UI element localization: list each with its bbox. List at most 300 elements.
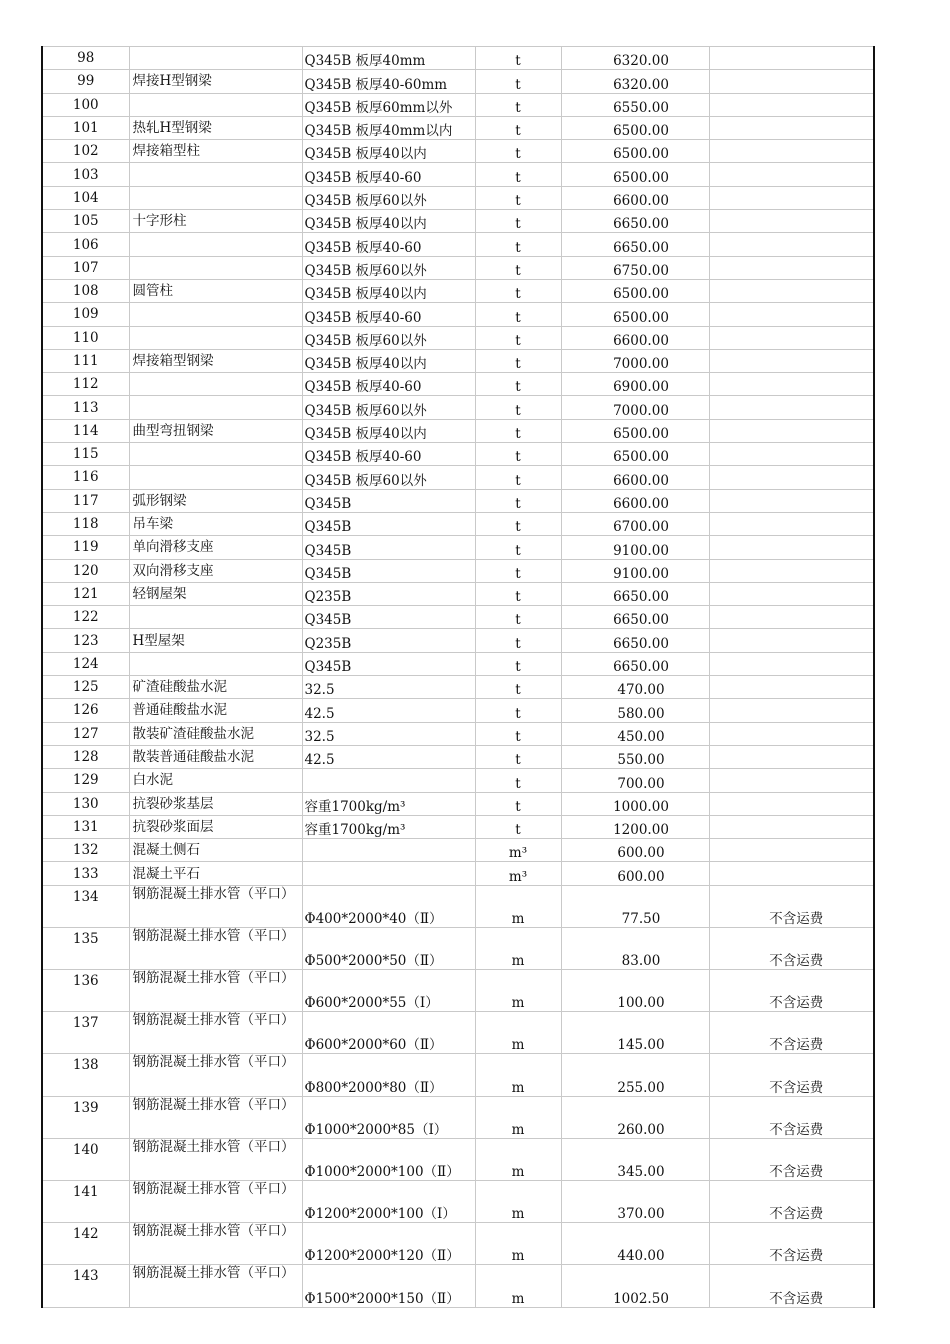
spec-cell: Q345B [302, 489, 475, 512]
note-cell [709, 279, 874, 302]
item-name-cell: 弧形钢梁 [129, 489, 302, 512]
spec-cell: Φ1000*2000*100（Ⅱ） [302, 1138, 475, 1180]
price-cell: 6650.00 [561, 233, 709, 256]
spec-cell: Q345B 板厚60以外 [302, 256, 475, 279]
table-row [42, 676, 874, 699]
unit-cell: m³ [475, 839, 561, 862]
spec-cell: Q345B 板厚40-60 [302, 443, 475, 466]
note-cell [709, 629, 874, 652]
price-cell: 440.00 [561, 1223, 709, 1265]
item-name-cell: 混凝土侧石 [129, 839, 302, 862]
note-cell [709, 582, 874, 605]
spec-cell: Q345B 板厚60以外 [302, 396, 475, 419]
spec-cell: Q345B [302, 652, 475, 675]
price-table [41, 46, 875, 1308]
unit-cell: t [475, 303, 561, 326]
price-cell: 6650.00 [561, 606, 709, 629]
unit-cell: m³ [475, 862, 561, 885]
unit-cell: m [475, 1096, 561, 1138]
table-row [42, 93, 874, 116]
item-name-cell: 抗裂砂浆面层 [129, 815, 302, 838]
row-number-cell: 114 [42, 419, 129, 442]
row-number-cell: 121 [42, 582, 129, 605]
spec-cell: 32.5 [302, 722, 475, 745]
spec-cell: 42.5 [302, 699, 475, 722]
row-number-cell: 104 [42, 186, 129, 209]
spec-cell: 容重1700kg/m³ [302, 792, 475, 815]
unit-cell: m [475, 1012, 561, 1054]
price-cell: 6320.00 [561, 47, 709, 70]
spec-cell: Q345B 板厚40-60mm [302, 70, 475, 93]
note-cell [709, 396, 874, 419]
row-number-cell: 109 [42, 303, 129, 326]
table-row [42, 885, 874, 927]
price-cell: 6600.00 [561, 489, 709, 512]
row-number-cell: 98 [42, 47, 129, 70]
unit-cell: t [475, 629, 561, 652]
unit-cell: m [475, 1223, 561, 1265]
unit-cell: m [475, 927, 561, 969]
row-number-cell: 117 [42, 489, 129, 512]
unit-cell: t [475, 582, 561, 605]
table-row [42, 815, 874, 838]
spec-cell: Q345B 板厚40以内 [302, 279, 475, 302]
spec-cell: Φ1200*2000*120（Ⅱ） [302, 1223, 475, 1265]
spec-cell: Q345B 板厚40-60 [302, 163, 475, 186]
item-name-cell: 轻钢屋架 [129, 582, 302, 605]
note-cell: 不含运费 [709, 1181, 874, 1223]
row-number-cell: 126 [42, 699, 129, 722]
row-number-cell: 100 [42, 93, 129, 116]
row-number-cell: 142 [42, 1223, 129, 1265]
row-number-cell: 127 [42, 722, 129, 745]
spec-cell: Q345B 板厚60以外 [302, 186, 475, 209]
row-number-cell: 128 [42, 745, 129, 768]
row-number-cell: 99 [42, 70, 129, 93]
row-number-cell: 124 [42, 652, 129, 675]
spec-cell: Q235B [302, 582, 475, 605]
price-cell: 6650.00 [561, 210, 709, 233]
table-row [42, 970, 874, 1012]
unit-cell: t [475, 373, 561, 396]
row-number-cell: 131 [42, 815, 129, 838]
unit-cell: m [475, 1054, 561, 1096]
unit-cell: t [475, 326, 561, 349]
spec-cell: Q345B 板厚40以内 [302, 210, 475, 233]
price-cell: 580.00 [561, 699, 709, 722]
price-cell: 6700.00 [561, 512, 709, 535]
spec-cell: Φ500*2000*50（Ⅱ） [302, 927, 475, 969]
row-number-cell: 143 [42, 1265, 129, 1307]
table-row [42, 186, 874, 209]
row-number-cell: 112 [42, 373, 129, 396]
price-cell: 1200.00 [561, 815, 709, 838]
note-cell [709, 140, 874, 163]
table-row [42, 1012, 874, 1054]
note-cell [709, 326, 874, 349]
table-row [42, 722, 874, 745]
item-name-cell: 焊接箱型柱 [129, 140, 302, 163]
table-row [42, 326, 874, 349]
item-name-cell [129, 606, 302, 629]
row-number-cell: 140 [42, 1138, 129, 1180]
item-name-cell: 钢筋混凝土排水管（平口） [129, 1265, 302, 1307]
note-cell [709, 373, 874, 396]
note-cell [709, 256, 874, 279]
price-cell: 77.50 [561, 885, 709, 927]
unit-cell: t [475, 279, 561, 302]
item-name-cell: 钢筋混凝土排水管（平口） [129, 927, 302, 969]
price-cell: 600.00 [561, 862, 709, 885]
table-row [42, 489, 874, 512]
spec-cell: Q345B [302, 559, 475, 582]
note-cell [709, 815, 874, 838]
price-cell: 550.00 [561, 745, 709, 768]
item-name-cell: 焊接箱型钢梁 [129, 349, 302, 372]
price-cell: 6500.00 [561, 303, 709, 326]
spec-cell: 32.5 [302, 676, 475, 699]
item-name-cell [129, 93, 302, 116]
row-number-cell: 111 [42, 349, 129, 372]
table-row [42, 1138, 874, 1180]
item-name-cell: 热轧H型钢梁 [129, 116, 302, 139]
table-row [42, 606, 874, 629]
item-name-cell [129, 256, 302, 279]
table-row [42, 1181, 874, 1223]
row-number-cell: 119 [42, 536, 129, 559]
table-row [42, 839, 874, 862]
price-cell: 6600.00 [561, 186, 709, 209]
row-number-cell: 134 [42, 885, 129, 927]
note-cell [709, 536, 874, 559]
row-number-cell: 101 [42, 116, 129, 139]
note-cell [709, 349, 874, 372]
table-row [42, 769, 874, 792]
note-cell [709, 419, 874, 442]
price-cell: 450.00 [561, 722, 709, 745]
unit-cell: m [475, 1138, 561, 1180]
row-number-cell: 130 [42, 792, 129, 815]
unit-cell: t [475, 70, 561, 93]
price-cell: 260.00 [561, 1096, 709, 1138]
spec-cell: Q345B 板厚40以内 [302, 419, 475, 442]
note-cell: 不含运费 [709, 885, 874, 927]
table-row [42, 419, 874, 442]
unit-cell: t [475, 93, 561, 116]
item-name-cell [129, 326, 302, 349]
table-row [42, 1054, 874, 1096]
spec-cell: Φ600*2000*55（Ⅰ） [302, 970, 475, 1012]
table-row [42, 140, 874, 163]
note-cell [709, 443, 874, 466]
row-number-cell: 106 [42, 233, 129, 256]
spec-cell: Q345B 板厚40mm以内 [302, 116, 475, 139]
spec-cell: Q345B 板厚60mm以外 [302, 93, 475, 116]
item-name-cell: 圆管柱 [129, 279, 302, 302]
item-name-cell: 钢筋混凝土排水管（平口） [129, 1138, 302, 1180]
unit-cell: t [475, 489, 561, 512]
price-cell: 83.00 [561, 927, 709, 969]
table-row [42, 512, 874, 535]
item-name-cell: 吊车梁 [129, 512, 302, 535]
table-row [42, 699, 874, 722]
unit-cell: t [475, 745, 561, 768]
price-cell: 7000.00 [561, 349, 709, 372]
price-cell: 6500.00 [561, 116, 709, 139]
row-number-cell: 108 [42, 279, 129, 302]
note-cell: 不含运费 [709, 1223, 874, 1265]
spec-cell: Q345B 板厚40-60 [302, 303, 475, 326]
item-name-cell: 普通硅酸盐水泥 [129, 699, 302, 722]
row-number-cell: 133 [42, 862, 129, 885]
item-name-cell: 焊接H型钢梁 [129, 70, 302, 93]
item-name-cell: 矿渣硅酸盐水泥 [129, 676, 302, 699]
unit-cell: t [475, 186, 561, 209]
price-cell: 6500.00 [561, 163, 709, 186]
item-name-cell: 散装矿渣硅酸盐水泥 [129, 722, 302, 745]
row-number-cell: 110 [42, 326, 129, 349]
unit-cell: t [475, 210, 561, 233]
unit-cell: t [475, 815, 561, 838]
item-name-cell: 钢筋混凝土排水管（平口） [129, 970, 302, 1012]
table-row [42, 466, 874, 489]
spec-cell: Q345B [302, 606, 475, 629]
table-row [42, 1265, 874, 1307]
table-row [42, 792, 874, 815]
price-cell: 6650.00 [561, 629, 709, 652]
price-cell: 6600.00 [561, 466, 709, 489]
table-row [42, 745, 874, 768]
note-cell [709, 512, 874, 535]
price-cell: 6750.00 [561, 256, 709, 279]
note-cell: 不含运费 [709, 1054, 874, 1096]
table-row [42, 349, 874, 372]
note-cell [709, 466, 874, 489]
note-cell [709, 47, 874, 70]
price-cell: 100.00 [561, 970, 709, 1012]
spec-cell: Φ1500*2000*150（Ⅱ） [302, 1265, 475, 1307]
spec-cell: Q345B 板厚40-60 [302, 373, 475, 396]
row-number-cell: 122 [42, 606, 129, 629]
note-cell [709, 70, 874, 93]
item-name-cell [129, 466, 302, 489]
spec-cell: Q345B [302, 536, 475, 559]
price-cell: 6650.00 [561, 652, 709, 675]
row-number-cell: 141 [42, 1181, 129, 1223]
row-number-cell: 138 [42, 1054, 129, 1096]
spec-cell [302, 769, 475, 792]
price-cell: 700.00 [561, 769, 709, 792]
unit-cell: m [475, 1181, 561, 1223]
row-number-cell: 118 [42, 512, 129, 535]
price-cell: 6550.00 [561, 93, 709, 116]
spec-cell: Φ1000*2000*85（Ⅰ） [302, 1096, 475, 1138]
table-row [42, 443, 874, 466]
spec-cell: Φ600*2000*60（Ⅱ） [302, 1012, 475, 1054]
unit-cell: t [475, 769, 561, 792]
price-cell: 6650.00 [561, 582, 709, 605]
spec-cell: Q345B 板厚40-60 [302, 233, 475, 256]
table-row [42, 256, 874, 279]
row-number-cell: 103 [42, 163, 129, 186]
table-row [42, 862, 874, 885]
table-row [42, 373, 874, 396]
row-number-cell: 137 [42, 1012, 129, 1054]
price-cell: 9100.00 [561, 559, 709, 582]
item-name-cell [129, 303, 302, 326]
spec-cell: 42.5 [302, 745, 475, 768]
note-cell: 不含运费 [709, 927, 874, 969]
unit-cell: t [475, 140, 561, 163]
spec-cell: Q345B 板厚60以外 [302, 466, 475, 489]
note-cell: 不含运费 [709, 1096, 874, 1138]
spec-cell: Φ400*2000*40（Ⅱ） [302, 885, 475, 927]
spec-cell: 容重1700kg/m³ [302, 815, 475, 838]
table-row [42, 70, 874, 93]
table-row [42, 1223, 874, 1265]
spec-cell [302, 862, 475, 885]
unit-cell: t [475, 699, 561, 722]
spec-cell: Q345B 板厚60以外 [302, 326, 475, 349]
price-cell: 1002.50 [561, 1265, 709, 1307]
item-name-cell [129, 47, 302, 70]
price-cell: 6500.00 [561, 279, 709, 302]
row-number-cell: 125 [42, 676, 129, 699]
price-cell: 6500.00 [561, 140, 709, 163]
table-row [42, 210, 874, 233]
price-cell: 470.00 [561, 676, 709, 699]
price-cell: 345.00 [561, 1138, 709, 1180]
unit-cell: t [475, 652, 561, 675]
table-row [42, 927, 874, 969]
unit-cell: t [475, 233, 561, 256]
item-name-cell [129, 652, 302, 675]
item-name-cell: 混凝土平石 [129, 862, 302, 885]
item-name-cell: 钢筋混凝土排水管（平口） [129, 1181, 302, 1223]
note-cell [709, 722, 874, 745]
unit-cell: t [475, 536, 561, 559]
note-cell [709, 652, 874, 675]
unit-cell: t [475, 466, 561, 489]
row-number-cell: 115 [42, 443, 129, 466]
note-cell [709, 862, 874, 885]
item-name-cell: 钢筋混凝土排水管（平口） [129, 1223, 302, 1265]
unit-cell: t [475, 47, 561, 70]
spec-cell: Q345B [302, 512, 475, 535]
note-cell [709, 606, 874, 629]
spec-cell: Φ800*2000*80（Ⅱ） [302, 1054, 475, 1096]
item-name-cell: H型屋架 [129, 629, 302, 652]
row-number-cell: 132 [42, 839, 129, 862]
note-cell: 不含运费 [709, 970, 874, 1012]
table-row [42, 1096, 874, 1138]
item-name-cell [129, 163, 302, 186]
note-cell [709, 839, 874, 862]
spec-cell: Q235B [302, 629, 475, 652]
item-name-cell: 钢筋混凝土排水管（平口） [129, 1054, 302, 1096]
price-cell: 1000.00 [561, 792, 709, 815]
table-row [42, 652, 874, 675]
price-cell: 6500.00 [561, 419, 709, 442]
unit-cell: t [475, 606, 561, 629]
note-cell [709, 163, 874, 186]
price-cell: 6600.00 [561, 326, 709, 349]
note-cell [709, 769, 874, 792]
item-name-cell: 抗裂砂浆基层 [129, 792, 302, 815]
note-cell [709, 676, 874, 699]
row-number-cell: 129 [42, 769, 129, 792]
table-row [42, 233, 874, 256]
spec-cell [302, 839, 475, 862]
table-row [42, 582, 874, 605]
unit-cell: t [475, 792, 561, 815]
row-number-cell: 107 [42, 256, 129, 279]
row-number-cell: 135 [42, 927, 129, 969]
item-name-cell [129, 396, 302, 419]
item-name-cell: 钢筋混凝土排水管（平口） [129, 1096, 302, 1138]
price-cell: 370.00 [561, 1181, 709, 1223]
unit-cell: t [475, 396, 561, 419]
spec-cell: Φ1200*2000*100（Ⅰ） [302, 1181, 475, 1223]
note-cell [709, 116, 874, 139]
row-number-cell: 105 [42, 210, 129, 233]
unit-cell: m [475, 1265, 561, 1307]
row-number-cell: 123 [42, 629, 129, 652]
item-name-cell: 单向滑移支座 [129, 536, 302, 559]
unit-cell: t [475, 559, 561, 582]
table-row [42, 279, 874, 302]
unit-cell: t [475, 349, 561, 372]
row-number-cell: 116 [42, 466, 129, 489]
item-name-cell [129, 373, 302, 396]
item-name-cell [129, 443, 302, 466]
price-cell: 600.00 [561, 839, 709, 862]
note-cell [709, 489, 874, 512]
unit-cell: t [475, 256, 561, 279]
price-cell: 6500.00 [561, 443, 709, 466]
item-name-cell: 白水泥 [129, 769, 302, 792]
row-number-cell: 113 [42, 396, 129, 419]
note-cell: 不含运费 [709, 1012, 874, 1054]
unit-cell: m [475, 885, 561, 927]
item-name-cell: 十字形柱 [129, 210, 302, 233]
table-row [42, 629, 874, 652]
item-name-cell [129, 186, 302, 209]
row-number-cell: 120 [42, 559, 129, 582]
note-cell [709, 186, 874, 209]
price-cell: 145.00 [561, 1012, 709, 1054]
item-name-cell: 钢筋混凝土排水管（平口） [129, 1012, 302, 1054]
price-cell: 9100.00 [561, 536, 709, 559]
price-cell: 255.00 [561, 1054, 709, 1096]
unit-cell: t [475, 116, 561, 139]
spec-cell: Q345B 板厚40以内 [302, 140, 475, 163]
unit-cell: m [475, 970, 561, 1012]
row-number-cell: 136 [42, 970, 129, 1012]
table-row [42, 536, 874, 559]
table-row [42, 47, 874, 70]
row-number-cell: 102 [42, 140, 129, 163]
unit-cell: t [475, 512, 561, 535]
spec-cell: Q345B 板厚40mm [302, 47, 475, 70]
note-cell: 不含运费 [709, 1265, 874, 1307]
note-cell [709, 745, 874, 768]
table-row [42, 163, 874, 186]
row-number-cell: 139 [42, 1096, 129, 1138]
price-cell: 6320.00 [561, 70, 709, 93]
item-name-cell: 曲型弯扭钢梁 [129, 419, 302, 442]
unit-cell: t [475, 676, 561, 699]
